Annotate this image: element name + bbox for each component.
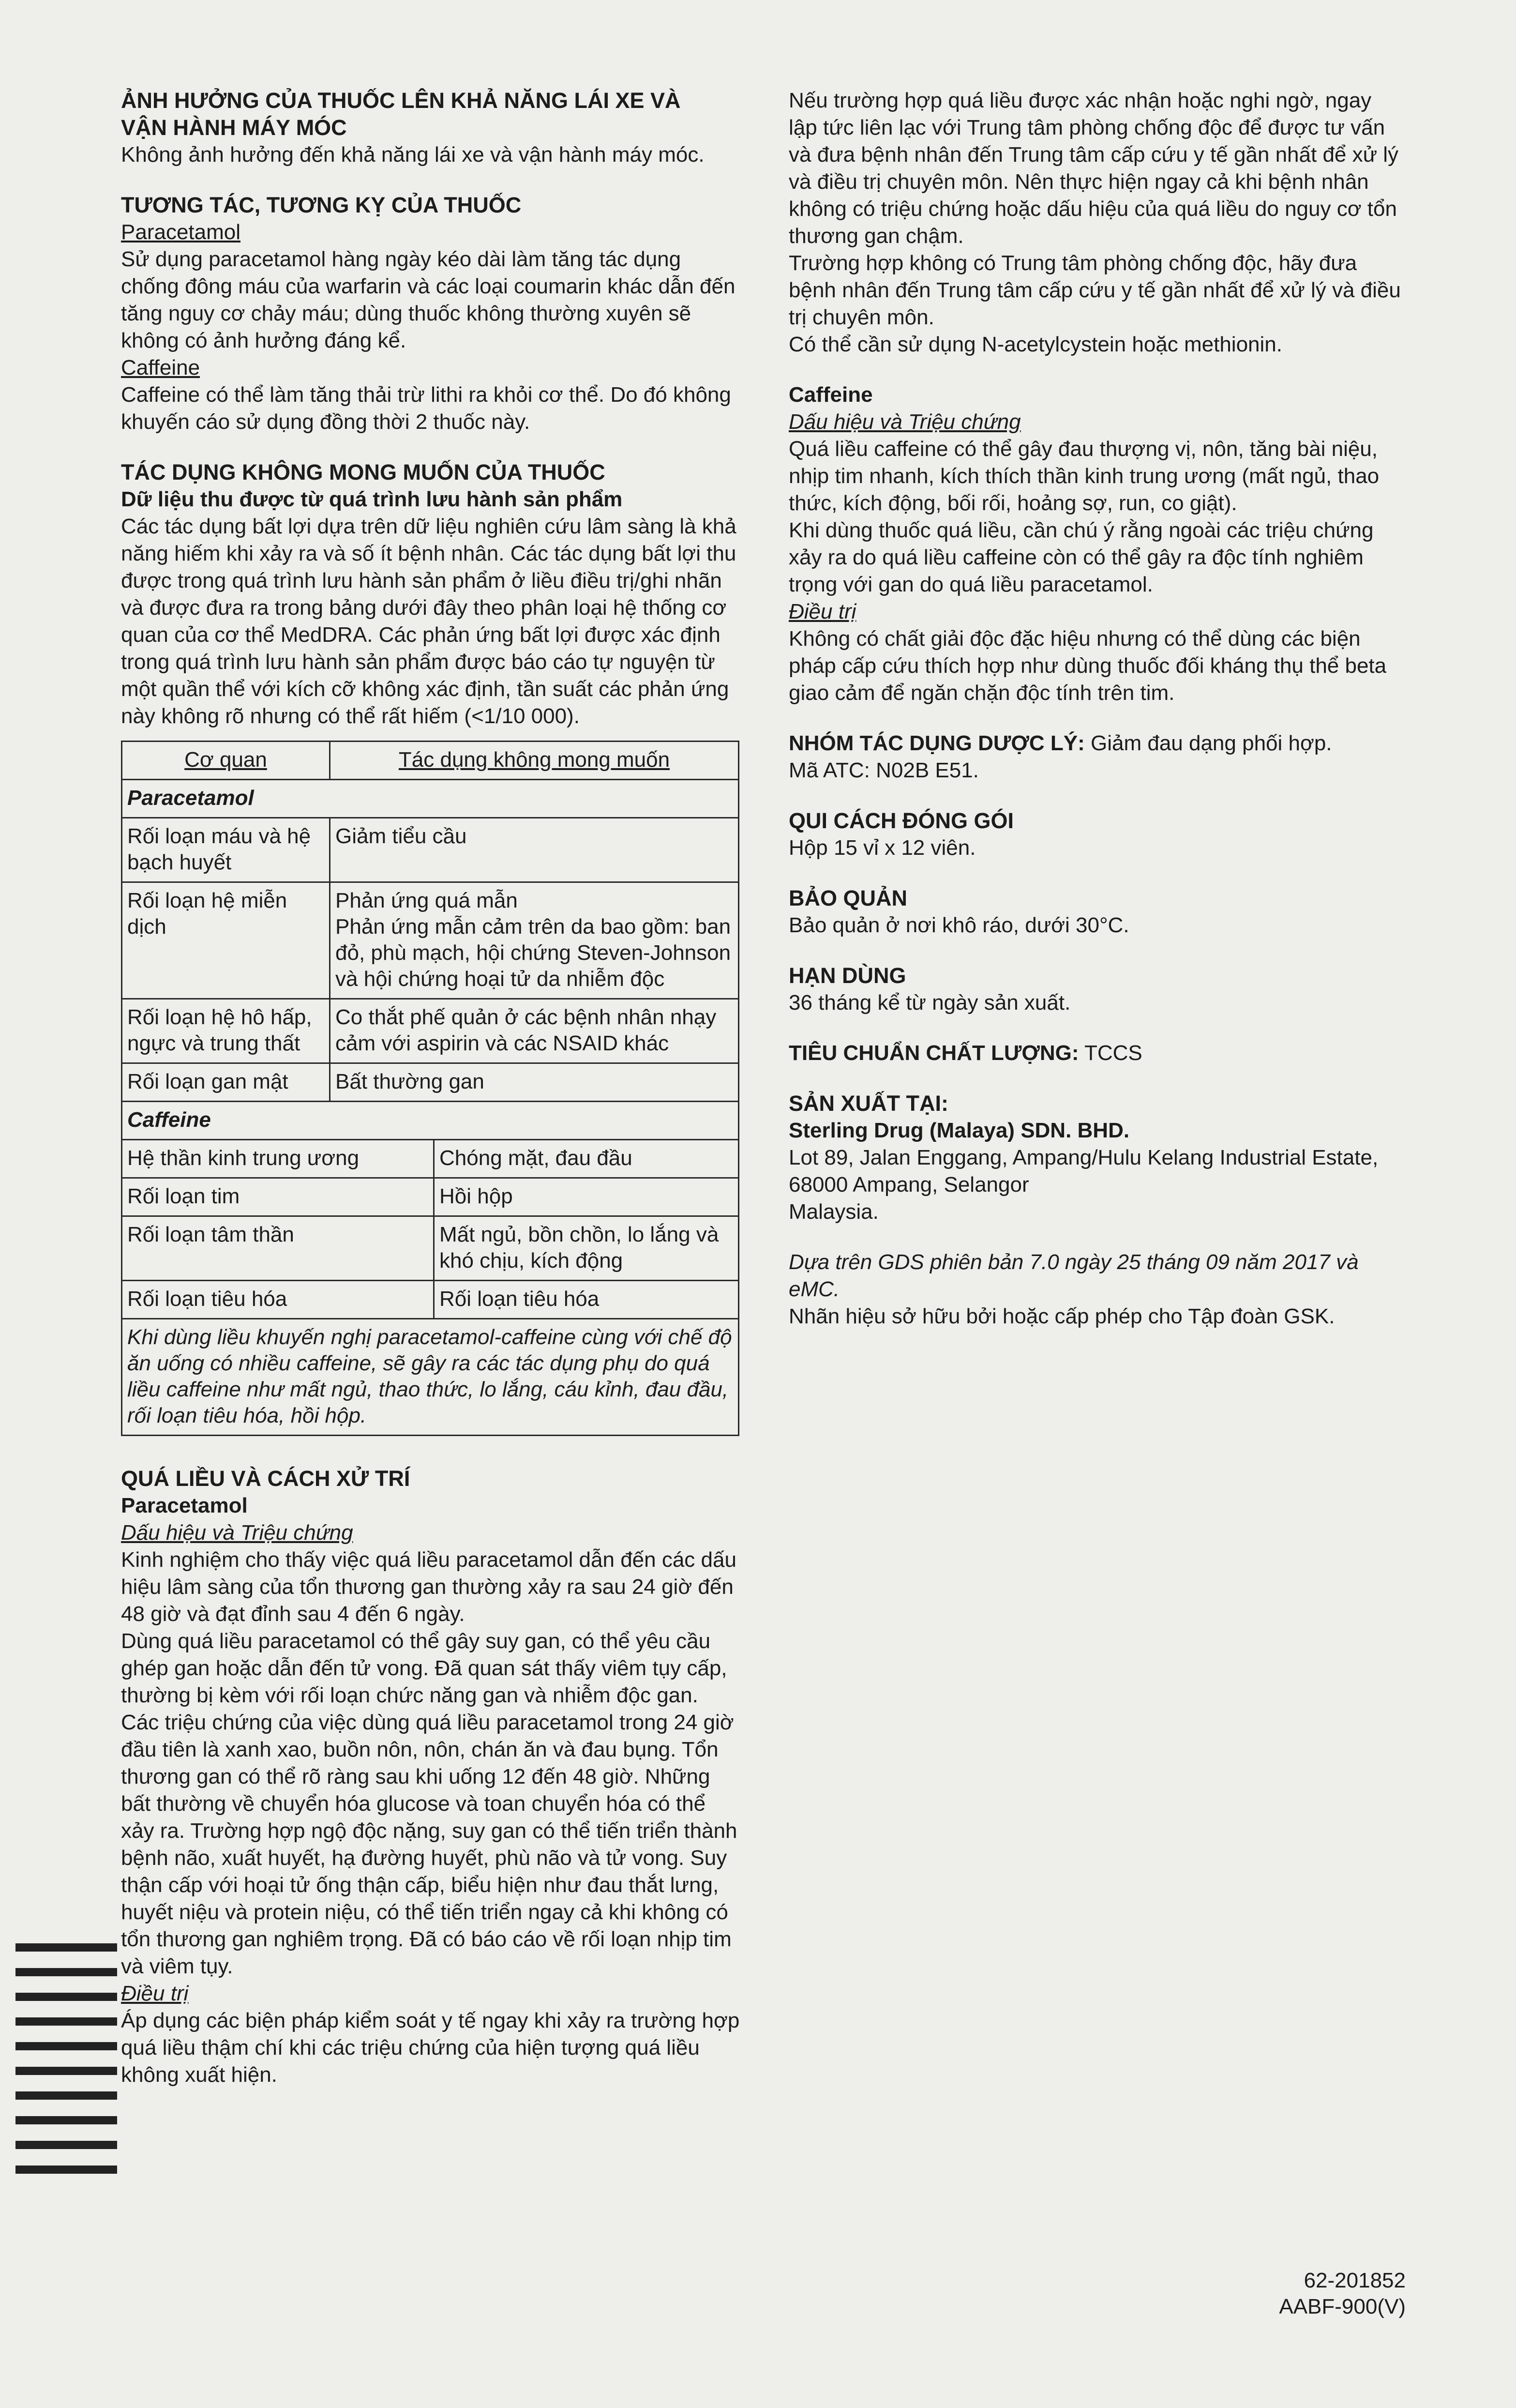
table-cell-organ: Rối loạn tâm thần	[122, 1216, 434, 1281]
manufacturer-company: Sterling Drug (Malaya) SDN. BHD.	[789, 1119, 1130, 1142]
pharmacode-bar	[15, 2116, 117, 2124]
adverse-section	[121, 459, 740, 1436]
packaging-value: Hộp 15 vỉ x 12 viên.	[789, 836, 976, 860]
overdose-para-4: Áp dụng các biện pháp kiểm soát y tế ngay khi xảy ra trường hợp quá liều thậm chí khi các triệu chứng của hiện tượng quá liều không xuất hiện.	[121, 2009, 740, 2087]
trademark-note: Nhãn hiệu sở hữu bởi hoặc cấp phép cho Tập đoàn GSK.	[789, 1304, 1335, 1328]
quality-standard-value: TCCS	[1079, 1041, 1142, 1065]
table-cell-effect: Mất ngủ, bồn chồn, lo lắng và khó chịu, kích động	[434, 1216, 739, 1281]
pharmacology-value: Giảm đau dạng phối hợp.	[1084, 731, 1332, 755]
interactions-title: TƯƠNG TÁC, TƯƠNG KỴ CỦA THUỐC	[121, 193, 522, 217]
table-row	[122, 1178, 739, 1216]
overdose-signs-label: Dấu hiệu và Triệu chứng	[121, 1521, 353, 1545]
overdose-para-3: Các triệu chứng của việc dùng quá liều paracetamol trong 24 giờ đầu tiên là xanh xao, buồn nôn, nôn, chán ăn và đau bụng. Tổn thương gan có thể rõ ràng sau khi uống 12 đến 48 giờ. Những bất thường về chuyển hóa glucose và toan chuyển hóa có thể xảy ra. Trường hợp ngộ độc nặng, suy gan có thể tiến triển thành bệnh não, xuất huyết, hạ đường huyết, phù não và tử vong. Suy thận cấp với hoại tử ống thận cấp, biểu hiện như đau thắt lưng, huyết niệu và protein niệu, có thể tiến triển ngay cả khi không có tổn thương gan nghiêm trọng. Đã có báo cáo về rối loạn nhịp tim và viêm tụy.	[121, 1711, 737, 1978]
storage-section	[789, 885, 1403, 939]
table-row	[122, 1063, 739, 1102]
pharmacode-bar	[15, 1943, 117, 1952]
document-codes	[1279, 2268, 1406, 2320]
gds-reference: Dựa trên GDS phiên bản 7.0 ngày 25 tháng 09 năm 2017 và eMC.	[789, 1250, 1359, 1301]
table-cell-effect: Phản ứng quá mẫn Phản ứng mẫn cảm trên da bao gồm: ban đỏ, phù mạch, hội chứng Steven-Johnson và hội chứng hoại tử da nhiễm độc	[330, 882, 739, 999]
pharmacology-section	[789, 730, 1403, 784]
overdose-para-2: Dùng quá liều paracetamol có thể gây suy gan, có thể yêu cầu ghép gan hoặc dẫn đến tử vong. Đã quan sát thấy viêm tụy cấp, thường bị kèm với rối loạn chức năng gan và nhiễm độc gan.	[121, 1629, 727, 1707]
storage-value: Bảo quản ở nơi khô ráo, dưới 30°C.	[789, 913, 1129, 937]
table-header-effect: Tác dụng không mong muốn	[330, 742, 739, 780]
manufacturer-country: Malaysia.	[789, 1200, 879, 1224]
table-cell-organ: Rối loạn hệ hô hấp, ngực và trung thất	[122, 999, 330, 1063]
overdose-cont-1: Nếu trường hợp quá liều được xác nhận hoặc nghi ngờ, ngay lập tức liên lạc với Trung tâm phòng chống độc để được tư vấn và đưa bệnh nhân đến Trung tâm cấp cứu y tế gần nhất để xử lý và điều trị chuyên môn. Nên thực hiện ngay cả khi bệnh nhân không có triệu chứng hoặc dấu hiệu của quá liều do nguy cơ tổn thương gan chậm.	[789, 89, 1399, 248]
pharmacology-label: NHÓM TÁC DỤNG DƯỢC LÝ:	[789, 731, 1085, 755]
adverse-title: TÁC DỤNG KHÔNG MONG MUỐN CỦA THUỐC	[121, 460, 605, 485]
quality-standard-label: TIÊU CHUẨN CHẤT LƯỢNG:	[789, 1041, 1079, 1065]
overdose-title: QUÁ LIỀU VÀ CÁCH XỬ TRÍ	[121, 1466, 410, 1491]
caffeine-overdose-section	[789, 381, 1403, 707]
shelf-life-value: 36 tháng kể từ ngày sản xuất.	[789, 991, 1071, 1015]
table-cell-organ: Rối loạn gan mật	[122, 1063, 330, 1102]
caffeine-treatment-label: Điều trị	[789, 600, 856, 623]
interactions-paracetamol-body: Sử dụng paracetamol hàng ngày kéo dài làm tăng tác dụng chống đông máu của warfarin và các loại coumarin khác dẫn đến tăng nguy cơ chảy máu; dùng thuốc không thường xuyên sẽ không có ảnh hưởng đáng kể.	[121, 247, 735, 352]
overdose-treatment-label: Điều trị	[121, 1982, 189, 2005]
table-cell-effect: Bất thường gan	[330, 1063, 739, 1102]
driving-title-line2: VẬN HÀNH MÁY MÓC	[121, 115, 347, 140]
interactions-caffeine-subtitle: Caffeine	[121, 356, 200, 379]
table-group-paracetamol: Paracetamol	[122, 780, 739, 818]
table-header-row	[122, 742, 739, 780]
table-row	[122, 999, 739, 1063]
reference-section	[789, 1249, 1403, 1330]
manufacturer-section	[789, 1090, 1403, 1226]
table-note: Khi dùng liều khuyến nghị paracetamol-caffeine cùng với chế độ ăn uống có nhiều caffeine, sẽ gây ra các tác dụng phụ do quá liều caffeine như mất ngủ, thao thức, lo lắng, cáu kỉnh, đau đầu, rối loạn tiêu hóa, hồi hộp.	[122, 1319, 739, 1436]
driving-section	[121, 87, 740, 168]
table-row	[122, 818, 739, 882]
packaging-section	[789, 807, 1403, 862]
adverse-subtitle: Dữ liệu thu được từ quá trình lưu hành sản phẩm	[121, 487, 623, 511]
caffeine-signs-label: Dấu hiệu và Triệu chứng	[789, 410, 1021, 434]
adverse-effects-table	[121, 741, 739, 1436]
pharmacode-bar	[15, 2042, 117, 2050]
pharmacode-bars	[15, 1943, 117, 2190]
table-row	[122, 1140, 739, 1178]
table-note-row	[122, 1319, 739, 1436]
left-column	[121, 87, 740, 2089]
pharmacology-line	[789, 730, 1403, 757]
interactions-section	[121, 192, 740, 436]
table-cell-effect: Hồi hộp	[434, 1178, 739, 1216]
document-code-2: AABF-900(V)	[1279, 2295, 1406, 2318]
pharmacode-bar	[15, 2141, 117, 2149]
table-group-row	[122, 780, 739, 818]
table-header-organ: Cơ quan	[122, 742, 330, 780]
shelf-life-section	[789, 962, 1403, 1016]
caffeine-para-3: Không có chất giải độc đặc hiệu nhưng có thể dùng các biện pháp cấp cứu thích hợp như dùng thuốc đối kháng thụ thể beta giao cảm để ngăn chặn độc tính trên tim.	[789, 627, 1387, 705]
shelf-life-title: HẠN DÙNG	[789, 963, 906, 988]
pharmacode-bar	[15, 2067, 117, 2075]
driving-title-line1: ẢNH HƯỞNG CỦA THUỐC LÊN KHẢ NĂNG LÁI XE VÀ	[121, 88, 681, 113]
manufacturer-title: SẢN XUẤT TẠI:	[789, 1091, 948, 1116]
adverse-body: Các tác dụng bất lợi dựa trên dữ liệu nghiên cứu lâm sàng là khả năng hiếm khi xảy ra và số ít bệnh nhân. Các tác dụng bất lợi thu được trong quá trình lưu hành sản phẩm ở liều điều trị/ghi nhãn và được đưa ra trong bảng dưới đây theo phân loại hệ thống cơ quan của cơ thể MedDRA. Các phản ứng bất lợi được xác định trong quá trình lưu hành sản phẩm được báo cáo tự nguyện từ một quần thể với kích cỡ không xác định, tần suất các phản ứng này không rõ nhưng có thể rất hiếm (<1/10 000).	[121, 515, 736, 728]
pharmacode-bar	[15, 1968, 117, 1976]
overdose-continued	[789, 87, 1403, 358]
table-row	[122, 1281, 739, 1319]
packaging-title: QUI CÁCH ĐÓNG GÓI	[789, 808, 1014, 833]
overdose-para-1: Kinh nghiệm cho thấy việc quá liều paracetamol dẫn đến các dấu hiệu lâm sàng của tổn thương gan thường xảy ra sau 24 giờ đến 48 giờ và đạt đỉnh sau 4 đến 6 ngày.	[121, 1548, 736, 1626]
table-cell-organ: Hệ thần kinh trung ương	[122, 1140, 434, 1178]
overdose-cont-3: Có thể cần sử dụng N-acetylcystein hoặc methionin.	[789, 333, 1282, 356]
document-code-1: 62-201852	[1304, 2269, 1406, 2292]
table-cell-organ: Rối loạn máu và hệ bạch huyết	[122, 818, 330, 882]
table-cell-organ: Rối loạn hệ miễn dịch	[122, 882, 330, 999]
quality-standard-line	[789, 1040, 1403, 1067]
caffeine-para-1: Quá liều caffeine có thể gây đau thượng vị, nôn, tăng bài niệu, nhịp tim nhanh, kích thích thần kinh trung ương (mất ngủ, thao thức, kích động, bối rối, hoảng sợ, run, co giật).	[789, 437, 1380, 515]
table-row	[122, 882, 739, 999]
overdose-section	[121, 1465, 740, 2089]
table-cell-organ: Rối loạn tiêu hóa	[122, 1281, 434, 1319]
pharmacode-bar	[15, 2166, 117, 2174]
quality-standard-section	[789, 1040, 1403, 1067]
overdose-paracetamol-subtitle: Paracetamol	[121, 1494, 248, 1517]
table-cell-organ: Rối loạn tim	[122, 1178, 434, 1216]
storage-title: BẢO QUẢN	[789, 886, 907, 910]
overdose-cont-2: Trường hợp không có Trung tâm phòng chống độc, hãy đưa bệnh nhân đến Trung tâm cấp cứu y tế gần nhất để xử lý và điều trị chuyên môn.	[789, 251, 1401, 329]
pharmacode-bar	[15, 1993, 117, 2001]
table-group-row	[122, 1102, 739, 1140]
pharmacode-bar	[15, 2091, 117, 2100]
caffeine-para-2: Khi dùng thuốc quá liều, cần chú ý rằng ngoài các triệu chứng xảy ra do quá liều caffeine còn có thể gây ra độc tính nghiêm trọng với gan do quá liều paracetamol.	[789, 518, 1374, 596]
table-cell-effect: Chóng mặt, đau đầu	[434, 1140, 739, 1178]
atc-code: Mã ATC: N02B E51.	[789, 758, 979, 782]
table-cell-effect: Co thắt phế quản ở các bệnh nhân nhạy cảm với aspirin và các NSAID khác	[330, 999, 739, 1063]
manufacturer-address: Lot 89, Jalan Enggang, Ampang/Hulu Kelang Industrial Estate, 68000 Ampang, Selangor	[789, 1146, 1379, 1196]
table-row	[122, 1216, 739, 1281]
right-column	[789, 87, 1403, 1330]
interactions-caffeine-body: Caffeine có thể làm tăng thải trừ lithi ra khỏi cơ thể. Do đó không khuyến cáo sử dụng đồng thời 2 thuốc này.	[121, 383, 731, 434]
driving-body: Không ảnh hưởng đến khả năng lái xe và vận hành máy móc.	[121, 143, 705, 167]
caffeine-overdose-title: Caffeine	[789, 383, 873, 407]
table-cell-effect: Rối loạn tiêu hóa	[434, 1281, 739, 1319]
interactions-paracetamol-subtitle: Paracetamol	[121, 220, 241, 244]
pharmacode-bar	[15, 2017, 117, 2026]
table-group-caffeine: Caffeine	[122, 1102, 739, 1140]
table-cell-effect: Giảm tiểu cầu	[330, 818, 739, 882]
